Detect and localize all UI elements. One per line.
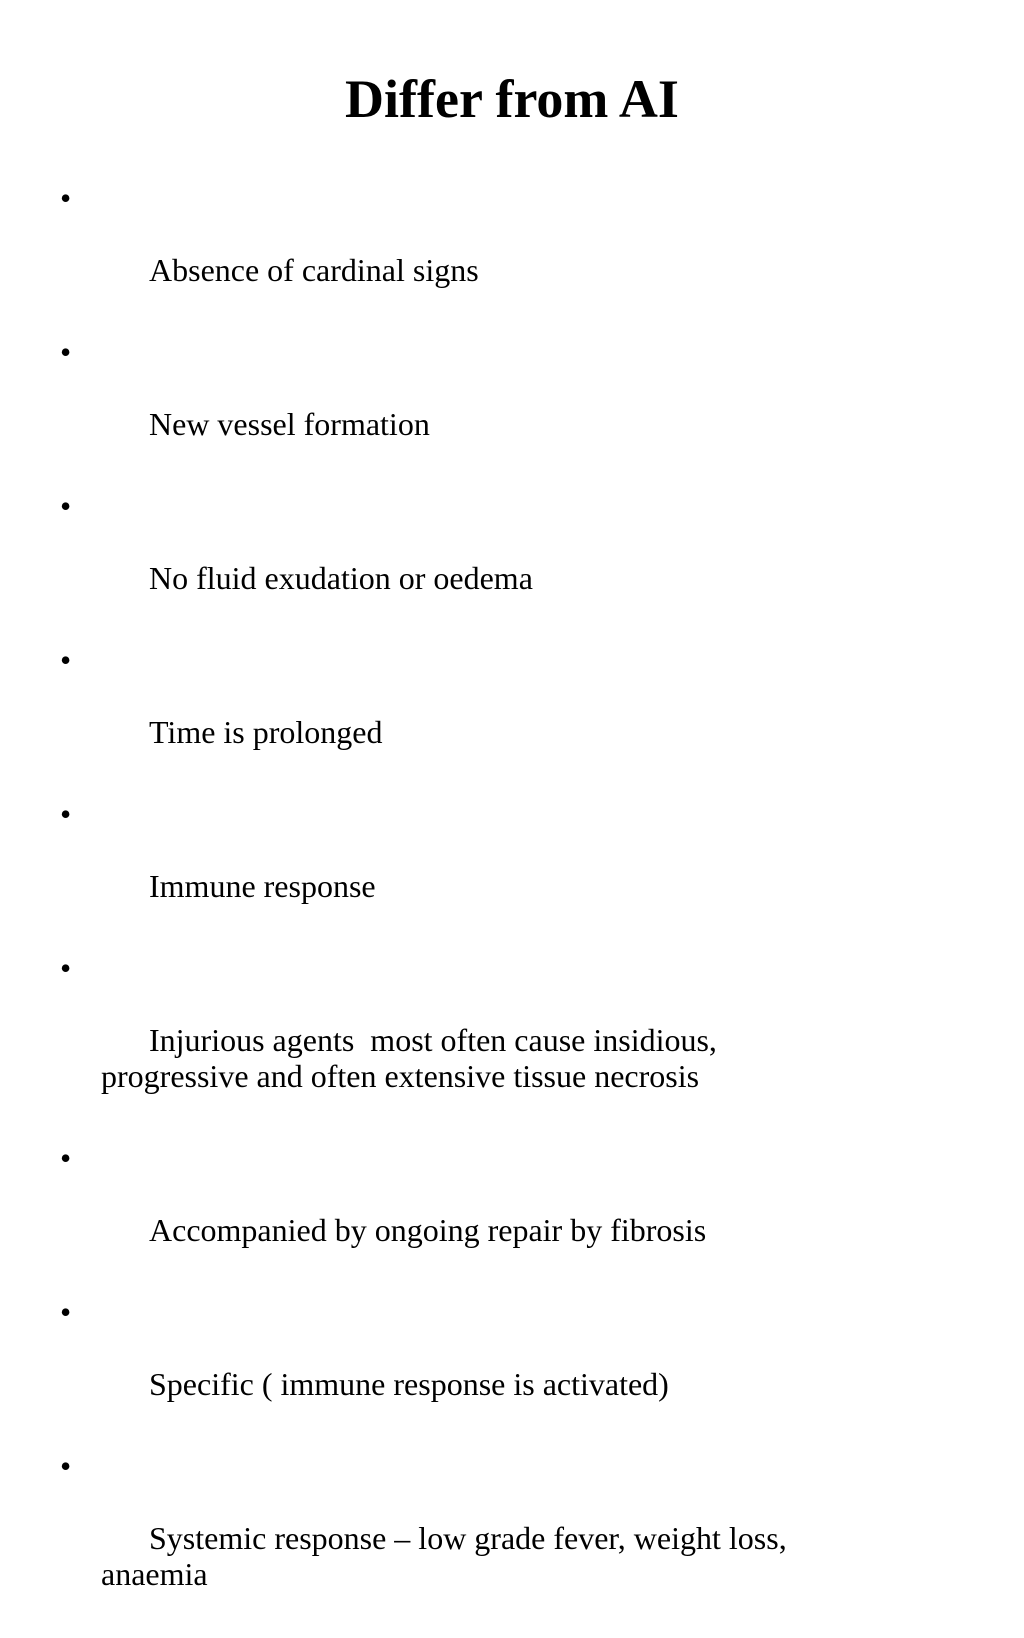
bullet-item <box>60 950 960 1130</box>
bullet-text: No fluid exudation or oedema <box>149 560 533 596</box>
bullet-list <box>60 180 960 1638</box>
bullet-icon: • <box>60 796 72 832</box>
slide-title: Differ from AI <box>345 69 679 129</box>
bullet-text: Immune response <box>149 868 376 904</box>
bullet-text: Accompanied by ongoing repair by fibrosis <box>149 1212 707 1248</box>
bullet-text: Systemic response – low grade fever, weight loss, anaemia <box>101 1520 787 1592</box>
bullet-icon: • <box>60 1448 72 1484</box>
bullet-icon: • <box>60 180 72 216</box>
bullet-item <box>60 1140 960 1284</box>
bullet-item <box>60 488 960 632</box>
bullet-item <box>60 1294 960 1438</box>
bullet-text: Injurious agents most often cause insidious, progressive and often extensive tissue necrosis <box>101 1022 717 1094</box>
bullet-item <box>60 642 960 786</box>
bullet-icon: • <box>60 1140 72 1176</box>
bullet-icon: • <box>60 950 72 986</box>
bullet-icon: • <box>60 488 72 524</box>
bullet-item <box>60 796 960 940</box>
bullet-item <box>60 1448 960 1628</box>
bullet-item <box>60 334 960 478</box>
bullet-item <box>60 180 960 324</box>
bullet-text: New vessel formation <box>149 406 430 442</box>
bullet-icon: • <box>60 642 72 678</box>
bullet-text: Absence of cardinal signs <box>149 252 479 288</box>
bullet-text: Time is prolonged <box>149 714 383 750</box>
bullet-icon: • <box>60 1294 72 1330</box>
bullet-icon: • <box>60 334 72 370</box>
bullet-text: Specific ( immune response is activated) <box>149 1366 669 1402</box>
